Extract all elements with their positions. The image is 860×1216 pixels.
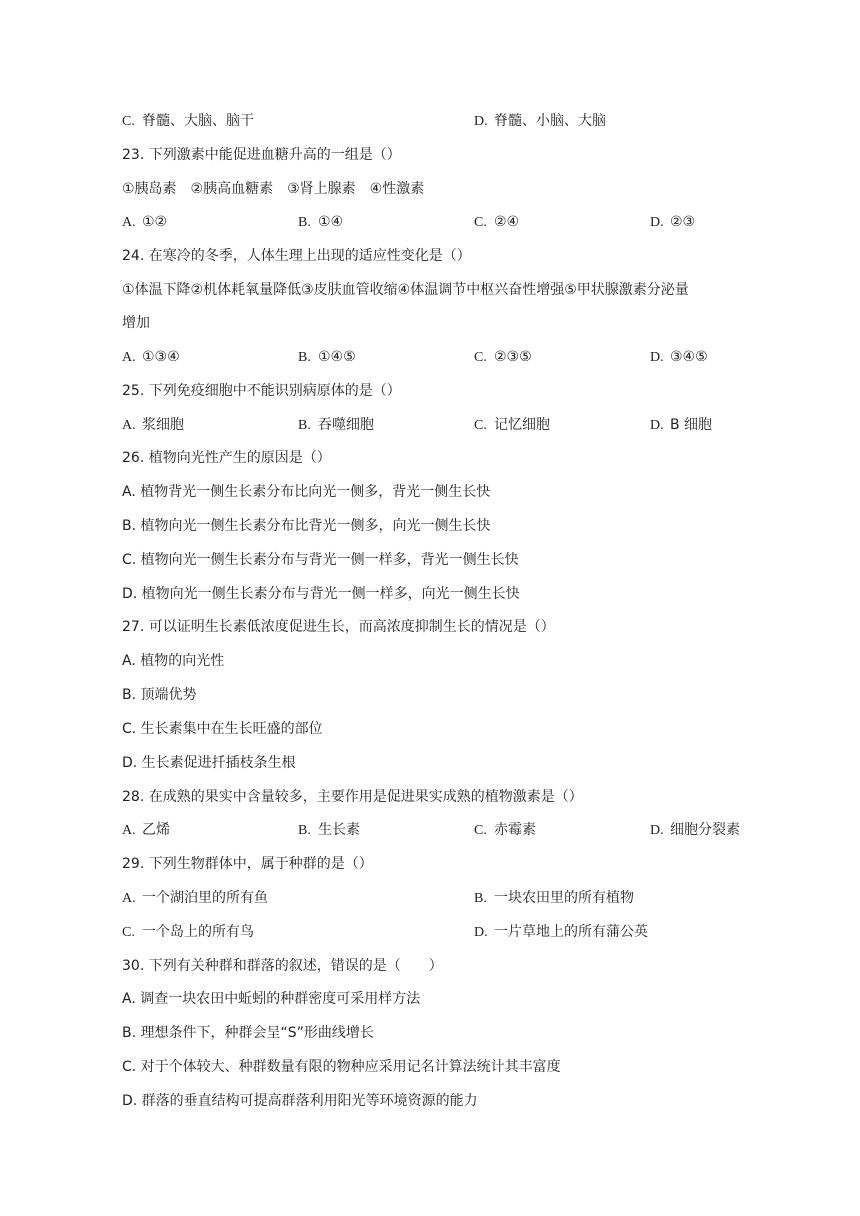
- option-item: [298, 212, 343, 233]
- option-item: [122, 111, 254, 132]
- option-letter: D.: [650, 215, 664, 230]
- option-letter: D.: [650, 418, 664, 433]
- option-item: [298, 347, 356, 368]
- option-letter: B.: [298, 350, 311, 365]
- option-letter: B.: [474, 891, 487, 906]
- option-item: [122, 820, 170, 841]
- text-line: 24. 在寒冷的冬季，人体生理上出现的适应性变化是（）: [122, 248, 471, 264]
- option-text: ①②: [142, 214, 168, 230]
- text-line: 增加: [122, 315, 150, 331]
- option-item: [650, 347, 708, 368]
- text-line: C. 生长素集中在生长旺盛的部位: [122, 721, 323, 737]
- text-line: D. 群落的垂直结构可提高群落利用阳光等环境资源的能力: [122, 1093, 478, 1109]
- text-line: ①胰岛素 ②胰高血糖素 ③肾上腺素 ④性激素: [122, 181, 425, 197]
- option-text: 记忆细胞: [494, 417, 550, 433]
- option-text: ②③⑤: [494, 349, 532, 365]
- option-item: [298, 415, 374, 436]
- text-line: D. 生长素促进扦插枝条生根: [122, 755, 296, 771]
- option-letter: C.: [474, 350, 487, 365]
- option-letter: D.: [650, 823, 664, 838]
- option-item: [122, 212, 167, 233]
- option-item: [298, 820, 360, 841]
- text-line: A. 调查一块农田中蚯蚓的种群密度可采用样方法: [122, 991, 421, 1007]
- option-letter: A.: [122, 823, 136, 838]
- option-letter: A.: [122, 418, 136, 433]
- text-line: D. 植物向光一侧生长素分布与背光一侧一样多，向光一侧生长快: [122, 586, 520, 602]
- option-text: ②③: [670, 214, 696, 230]
- option-item: [650, 212, 695, 233]
- text-line: C. 对于个体较大、种群数量有限的物种应采用记名计算法统计其丰富度: [122, 1059, 561, 1075]
- option-text: 吞噬细胞: [318, 417, 374, 433]
- option-letter: D.: [650, 350, 664, 365]
- option-item: [650, 415, 712, 436]
- option-item: [474, 888, 634, 909]
- option-item: [122, 347, 180, 368]
- option-letter: C.: [474, 418, 487, 433]
- option-letter: A.: [122, 891, 136, 906]
- option-letter: D.: [474, 925, 488, 940]
- text-line: B. 顶端优势: [122, 687, 197, 703]
- text-line: 26. 植物向光性产生的原因是（）: [122, 450, 331, 466]
- text-line: 25. 下列免疫细胞中不能识别病原体的是（）: [122, 383, 401, 399]
- text-line: 28. 在成熟的果实中含量较多，主要作用是促进果实成熟的植物激素是（）: [122, 789, 583, 805]
- text-line: ①体温下降②机体耗氧量降低③皮肤血管收缩④体温调节中枢兴奋性增强⑤甲状腺激素分泌量: [122, 282, 689, 298]
- option-text: 乙烯: [142, 822, 170, 838]
- option-letter: B.: [298, 823, 311, 838]
- option-letter: C.: [474, 215, 487, 230]
- option-text: 一片草地上的所有蒲公英: [494, 924, 648, 940]
- option-text: 脊髓、小脑、大脑: [494, 113, 606, 129]
- option-letter: B.: [298, 418, 311, 433]
- option-item: [474, 347, 532, 368]
- text-line: 27. 可以证明生长素低浓度促进生长，而高浓度抑制生长的情况是（）: [122, 619, 555, 635]
- option-text: ③④⑤: [670, 349, 708, 365]
- option-letter: C.: [474, 823, 487, 838]
- option-text: 脊髓、大脑、脑干: [142, 113, 254, 129]
- text-line: C. 植物向光一侧生长素分布与背光一侧一样多，背光一侧生长快: [122, 552, 519, 568]
- text-line: 29. 下列生物群体中，属于种群的是（）: [122, 856, 373, 872]
- option-item: [474, 820, 536, 841]
- option-text: ②④: [494, 214, 520, 230]
- option-letter: D.: [474, 114, 488, 129]
- option-letter: A.: [122, 350, 136, 365]
- option-text: ①③④: [142, 349, 180, 365]
- text-line: 30. 下列有关种群和群落的叙述，错误的是（ ）: [122, 958, 443, 974]
- option-text: 一个湖泊里的所有鱼: [142, 890, 268, 906]
- option-text: ①④: [318, 214, 344, 230]
- text-line: B. 植物向光一侧生长素分布比背光一侧多，向光一侧生长快: [122, 518, 491, 534]
- option-text: B 细胞: [670, 417, 713, 433]
- option-text: 赤霉素: [494, 822, 536, 838]
- option-letter: B.: [298, 215, 311, 230]
- option-text: 一个岛上的所有鸟: [142, 924, 254, 940]
- text-line: 23. 下列激素中能促进血糖升高的一组是（）: [122, 147, 401, 163]
- text-line: A. 植物背光一侧生长素分布比向光一侧多，背光一侧生长快: [122, 484, 491, 500]
- text-line: A. 植物的向光性: [122, 653, 225, 669]
- option-item: [122, 922, 254, 943]
- option-item: [122, 415, 184, 436]
- option-item: [650, 820, 740, 841]
- option-item: [122, 888, 268, 909]
- option-text: 浆细胞: [142, 417, 184, 433]
- option-item: [474, 415, 550, 436]
- option-letter: A.: [122, 215, 136, 230]
- text-line: B. 理想条件下，种群会呈“S”形曲线增长: [122, 1025, 374, 1041]
- option-letter: C.: [122, 925, 135, 940]
- option-text: 一块农田里的所有植物: [494, 890, 634, 906]
- option-item: [474, 922, 648, 943]
- option-item: [474, 111, 606, 132]
- option-item: [474, 212, 519, 233]
- option-letter: C.: [122, 114, 135, 129]
- option-text: 生长素: [318, 822, 360, 838]
- option-text: ①④⑤: [318, 349, 356, 365]
- option-text: 细胞分裂素: [670, 822, 740, 838]
